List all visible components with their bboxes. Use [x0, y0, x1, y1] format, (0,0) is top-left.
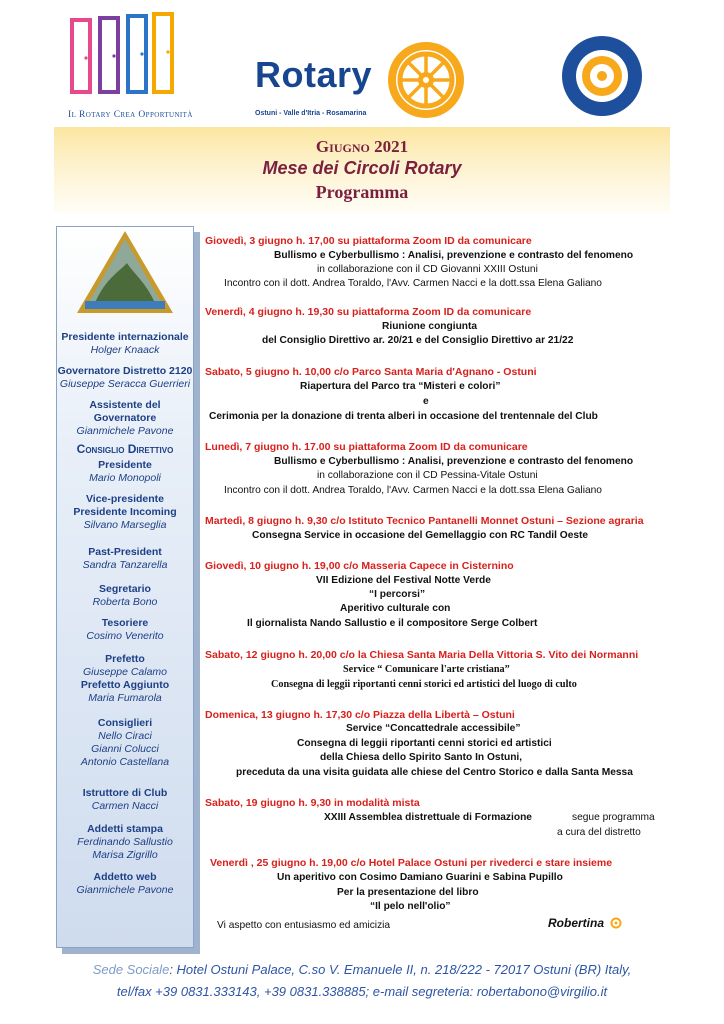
event-heading: Lunedì, 7 giugno h. 17.00 su piattaforma Zoom ID da comunicare [205, 441, 528, 453]
event-line: del Consiglio Direttivo ar. 20/21 e del Consiglio Direttivo ar 21/22 [262, 335, 574, 346]
event-line: preceduta da una visita guidata alle chiese del Centro Storico e dalla Santa Messa [236, 767, 633, 778]
club-name: Ostuni - Valle d'Itria - Rosamarina [255, 110, 367, 117]
event-heading: Sabato, 5 giugno h. 10,00 c/o Parco Santa Maria d'Agnano - Ostuni [205, 366, 537, 378]
sidebar-section-title: Consiglio Direttivo [76, 442, 174, 456]
sidebar-entry: Governatore Distretto 2120 Giuseppe Seracca Guerrieri [57, 365, 193, 390]
sidebar-entry: Past-President Sandra Tanzarella [82, 546, 168, 571]
event-line: in collaborazione con il CD Giovanni XXIII Ostuni [317, 264, 538, 275]
event-line: Aperitivo culturale con [340, 603, 451, 614]
event-line: Il giornalista Nando Sallustio e il compositore Serge Colbert [247, 618, 538, 629]
sidebar-entry: Presidente Mario Monopoli [89, 459, 161, 484]
event-line: Consegna Service in occasione del Gemellaggio con RC Tandil Oeste [252, 530, 589, 541]
event-line: in collaborazione con il CD Pessina-Vitale Ostuni [317, 470, 538, 481]
rotary-wheel-small-icon [610, 917, 622, 929]
footer-contacts: tel/fax +39 0831.333143, +39 0831.338885; e-mail segreteria: robertabono@virgilio.it [116, 984, 608, 999]
event-heading: Sabato, 19 giugno h. 9,30 in modalità mista [205, 797, 420, 809]
event-line: Service “Concattedrale accessibile” [346, 723, 521, 734]
sidebar-entry: Consiglieri Nello Ciraci Gianni Colucci Antonio Castellana [80, 717, 170, 768]
rotary-wheel-icon [386, 40, 466, 120]
event-line: a cura del distretto [557, 827, 641, 838]
sidebar-entry: Istruttore di Club Carmen Nacci [82, 787, 168, 812]
letterhead [0, 0, 724, 128]
month-theme: Mese dei Circoli Rotary [262, 158, 462, 178]
footer-address-text: : Hotel Ostuni Palace, C.so V. Emanuele II, n. 218/222 - 72017 Ostuni (BR) Italy, [169, 962, 632, 977]
event-heading: Giovedì, 10 giugno h. 19,00 c/o Masseria Capece in Cisternino [205, 560, 514, 572]
event-line: segue programma [572, 812, 655, 823]
club-emblem-icon [75, 229, 175, 315]
event-line: Bullismo e Cyberbullismo : Analisi, prevenzione e contrasto del fenomeno [274, 456, 634, 467]
event-line: XXIII Assemblea distrettuale di Formazione [324, 812, 532, 823]
footer-address [0, 962, 724, 977]
event-heading: Venerdì, 4 giugno h. 19,30 su piattaforma Zoom ID da comunicare [205, 306, 532, 318]
doors-logo-icon [68, 12, 176, 98]
rotary-wordmark: Rotary [255, 54, 373, 95]
program-heading: Programma [315, 182, 409, 202]
governor-seal-icon [560, 34, 644, 118]
event-line: Riapertura del Parco tra “Misteri e colori” [300, 381, 501, 392]
event-line: Per la presentazione del libro [337, 887, 479, 898]
event-line: Un aperitivo con Cosimo Damiano Guarini e Sabina Pupillo [277, 872, 563, 883]
title-band [54, 127, 670, 213]
sidebar-entry: Prefetto Giuseppe Calamo Prefetto Aggiunto Maria Fumarola [80, 653, 170, 704]
sidebar-entry: Assistente del Governatore Gianmichele Pavone [76, 399, 174, 437]
closing-text: Vi aspetto con entusiasmo ed amicizia [217, 920, 391, 931]
event-line: Consegna di leggii riportanti cenni storici ed artistici del luogo di culto [271, 679, 577, 690]
event-line: Incontro con il dott. Andrea Toraldo, l'Avv. Carmen Nacci e la dott.ssa Elena Galiano [224, 278, 602, 289]
month-title: Giugno 2021 [315, 137, 409, 156]
event-line: VII Edizione del Festival Notte Verde [316, 575, 491, 586]
event-heading: Martedì, 8 giugno h. 9,30 c/o Istituto Tecnico Pantanelli Monnet Ostuni – Sezione agraria [205, 515, 644, 527]
event-heading: Domenica, 13 giugno h. 17,30 c/o Piazza della Libertà – Ostuni [205, 709, 515, 721]
event-line: Cerimonia per la donazione di trenta alberi in occasione del trentennale del Club [209, 411, 598, 422]
sidebar-entry: Presidente internazionale Holger Knaack [61, 331, 189, 356]
sidebar-entry: Vice-presidente Presidente Incoming Silvano Marseglia [73, 493, 177, 531]
event-heading: Giovedì, 3 giugno h. 17,00 su piattaforma Zoom ID da comunicare [205, 235, 532, 247]
event-line: Consegna di leggii riportanti cenni storici ed artistici [297, 738, 552, 749]
event-line: “Il pelo nell'olio” [370, 901, 451, 912]
signature: Robertina [548, 916, 605, 930]
event-line: “I percorsi” [369, 589, 426, 600]
tagline: Il Rotary Crea Opportunità [68, 110, 193, 120]
event-line: Riunione congiunta [382, 321, 478, 332]
footer-label: Sede Sociale [92, 962, 170, 977]
event-line: Service “ Comunicare l'arte cristiana” [343, 664, 510, 675]
event-heading: Venerdì , 25 giugno h. 19,00 c/o Hotel Palace Ostuni per rivederci e stare insieme [210, 857, 613, 869]
event-heading: Sabato, 12 giugno h. 20,00 c/o la Chiesa Santa Maria Della Vittoria S. Vito dei Normanni [205, 649, 639, 661]
sidebar-entry: Tesoriere Cosimo Venerito [86, 617, 164, 642]
sidebar-entry: Segretario Roberta Bono [92, 583, 158, 608]
sidebar-entry: Addetti stampa Ferdinando Sallustio Marisa Zigrillo [77, 823, 173, 861]
event-line: e [423, 396, 429, 407]
event-line: Bullismo e Cyberbullismo : Analisi, prevenzione e contrasto del fenomeno [274, 250, 634, 261]
event-line: della Chiesa dello Spirito Santo In Ostuni, [320, 752, 523, 763]
sidebar-entry: Addetto web Gianmichele Pavone [76, 871, 174, 896]
sidebar-roster [56, 226, 194, 948]
event-line: Incontro con il dott. Andrea Toraldo, l'Avv. Carmen Nacci e la dott.ssa Elena Galiano [224, 485, 602, 496]
